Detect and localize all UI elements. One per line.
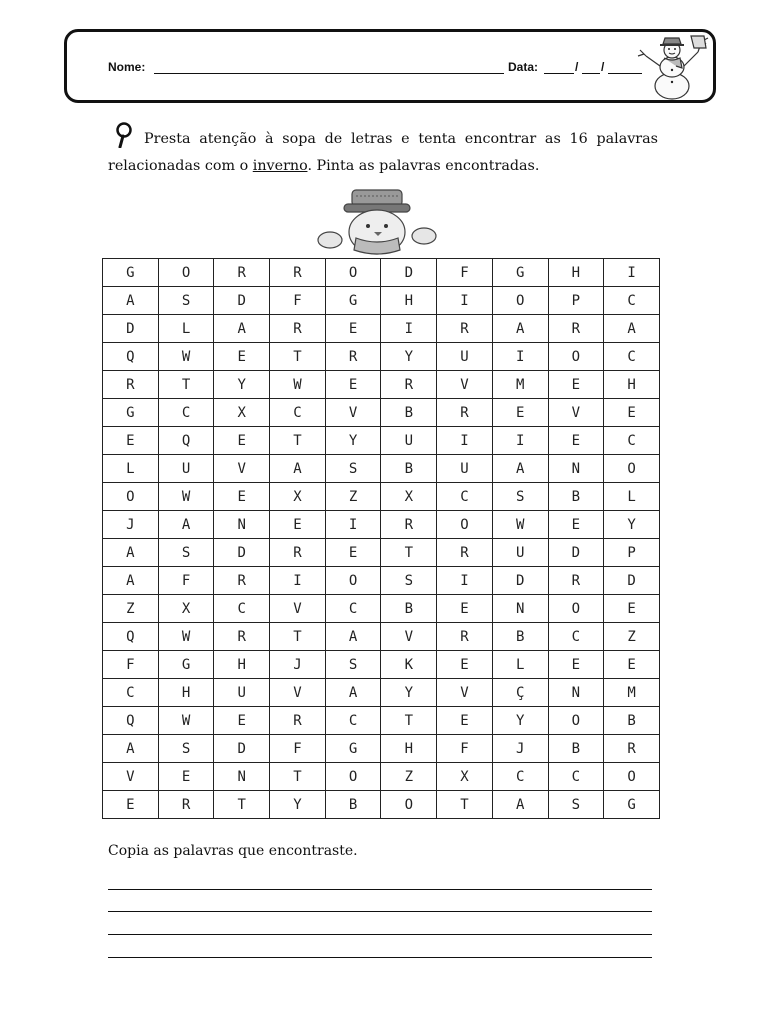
grid-cell[interactable]: Q [103, 623, 159, 651]
grid-cell[interactable]: V [548, 399, 604, 427]
grid-cell[interactable]: Ç [492, 679, 548, 707]
grid-cell[interactable]: A [492, 455, 548, 483]
grid-cell[interactable]: F [103, 651, 159, 679]
grid-cell[interactable]: R [270, 707, 326, 735]
grid-cell[interactable]: T [158, 371, 214, 399]
grid-cell[interactable]: D [492, 567, 548, 595]
grid-cell[interactable]: J [103, 511, 159, 539]
grid-row [103, 399, 660, 427]
grid-cell[interactable]: L [492, 651, 548, 679]
grid-cell[interactable]: X [270, 483, 326, 511]
grid-cell[interactable]: M [604, 679, 660, 707]
grid-cell[interactable]: D [548, 539, 604, 567]
grid-cell[interactable]: C [604, 287, 660, 315]
snowman-corner-illustration [636, 34, 714, 102]
grid-cell[interactable]: G [604, 791, 660, 819]
grid-cell[interactable]: R [214, 567, 270, 595]
grid-cell[interactable]: E [437, 595, 493, 623]
grid-cell[interactable]: T [270, 343, 326, 371]
grid-cell[interactable]: I [604, 259, 660, 287]
grid-cell[interactable]: R [548, 567, 604, 595]
grid-cell[interactable]: B [381, 399, 437, 427]
grid-cell[interactable]: D [214, 539, 270, 567]
grid-cell[interactable]: Y [214, 371, 270, 399]
name-field[interactable] [154, 73, 504, 74]
grid-cell[interactable]: A [214, 315, 270, 343]
grid-cell[interactable]: A [103, 287, 159, 315]
grid-cell[interactable]: E [103, 427, 159, 455]
grid-cell[interactable]: H [548, 259, 604, 287]
grid-cell[interactable]: F [158, 567, 214, 595]
grid-cell[interactable]: P [548, 287, 604, 315]
grid-cell[interactable]: T [214, 791, 270, 819]
grid-cell[interactable]: T [381, 707, 437, 735]
grid-cell[interactable]: U [492, 539, 548, 567]
answer-line[interactable] [108, 911, 652, 912]
grid-cell[interactable]: S [381, 567, 437, 595]
grid-cell[interactable]: A [492, 315, 548, 343]
grid-cell[interactable]: U [381, 427, 437, 455]
grid-row [103, 427, 660, 455]
grid-cell[interactable]: E [325, 315, 381, 343]
grid-cell[interactable]: Y [381, 679, 437, 707]
answer-line[interactable] [108, 934, 652, 935]
grid-cell[interactable]: E [604, 651, 660, 679]
word-search-grid [102, 258, 660, 819]
grid-cell[interactable]: E [604, 399, 660, 427]
header-box [64, 29, 716, 103]
grid-cell[interactable]: U [214, 679, 270, 707]
grid-cell[interactable]: E [548, 427, 604, 455]
grid-cell[interactable]: D [604, 567, 660, 595]
grid-row [103, 343, 660, 371]
grid-cell[interactable]: D [214, 735, 270, 763]
grid-cell[interactable]: Y [270, 791, 326, 819]
grid-row [103, 567, 660, 595]
grid-cell[interactable]: C [325, 707, 381, 735]
grid-cell[interactable]: F [437, 259, 493, 287]
grid-cell[interactable]: E [437, 651, 493, 679]
grid-cell[interactable]: L [158, 315, 214, 343]
grid-cell[interactable]: O [604, 455, 660, 483]
grid-cell[interactable]: Z [103, 595, 159, 623]
grid-cell[interactable]: R [325, 343, 381, 371]
grid-cell[interactable]: S [492, 483, 548, 511]
grid-cell[interactable]: D [214, 287, 270, 315]
grid-cell[interactable]: T [270, 763, 326, 791]
grid-cell[interactable]: J [492, 735, 548, 763]
grid-cell[interactable]: C [548, 623, 604, 651]
grid-cell[interactable]: X [158, 595, 214, 623]
grid-row [103, 539, 660, 567]
grid-cell[interactable]: Z [604, 623, 660, 651]
grid-row [103, 315, 660, 343]
grid-cell[interactable]: A [270, 455, 326, 483]
grid-cell[interactable]: R [158, 791, 214, 819]
grid-cell[interactable]: H [381, 735, 437, 763]
grid-cell[interactable]: U [437, 343, 493, 371]
grid-row [103, 763, 660, 791]
grid-cell[interactable]: C [103, 679, 159, 707]
grid-cell[interactable]: V [381, 623, 437, 651]
grid-cell[interactable]: E [492, 399, 548, 427]
grid-cell[interactable]: K [381, 651, 437, 679]
grid-cell[interactable]: C [604, 343, 660, 371]
grid-cell[interactable]: S [325, 455, 381, 483]
date-month-field[interactable] [582, 73, 600, 74]
grid-cell[interactable]: E [103, 791, 159, 819]
grid-cell[interactable]: B [604, 707, 660, 735]
copy-words-label: Copia as palavras que encontraste. [108, 843, 358, 859]
grid-cell[interactable]: B [548, 735, 604, 763]
date-separator: / [601, 60, 605, 74]
grid-cell[interactable]: R [548, 315, 604, 343]
answer-line[interactable] [108, 957, 652, 958]
grid-cell[interactable]: C [325, 595, 381, 623]
grid-cell[interactable]: O [325, 259, 381, 287]
grid-cell[interactable]: E [604, 595, 660, 623]
grid-cell[interactable]: V [437, 679, 493, 707]
grid-cell[interactable]: C [492, 763, 548, 791]
grid-cell[interactable]: R [214, 623, 270, 651]
grid-cell[interactable]: B [381, 455, 437, 483]
grid-cell[interactable]: C [270, 399, 326, 427]
grid-cell[interactable]: V [270, 595, 326, 623]
grid-cell[interactable]: R [437, 315, 493, 343]
grid-cell[interactable]: N [214, 763, 270, 791]
grid-cell[interactable]: O [381, 791, 437, 819]
grid-cell[interactable]: O [548, 707, 604, 735]
grid-cell[interactable]: I [270, 567, 326, 595]
grid-cell[interactable]: I [492, 343, 548, 371]
grid-cell[interactable]: E [214, 707, 270, 735]
grid-cell[interactable]: O [604, 763, 660, 791]
grid-cell[interactable]: E [214, 427, 270, 455]
grid-row [103, 707, 660, 735]
grid-cell[interactable]: L [604, 483, 660, 511]
grid-cell[interactable]: S [158, 539, 214, 567]
grid-row [103, 511, 660, 539]
grid-cell[interactable]: F [270, 287, 326, 315]
grid-cell[interactable]: O [437, 511, 493, 539]
underlined-word: inverno [252, 158, 308, 174]
grid-cell[interactable]: I [325, 511, 381, 539]
grid-cell[interactable]: N [548, 679, 604, 707]
grid-cell[interactable]: B [325, 791, 381, 819]
grid-cell[interactable]: I [492, 427, 548, 455]
grid-cell[interactable]: E [158, 763, 214, 791]
grid-row [103, 483, 660, 511]
grid-cell[interactable]: A [325, 679, 381, 707]
snowman-center-illustration [316, 188, 440, 258]
grid-cell[interactable]: H [381, 287, 437, 315]
grid-row [103, 623, 660, 651]
grid-cell[interactable]: Y [325, 427, 381, 455]
grid-cell[interactable]: G [325, 735, 381, 763]
grid-cell[interactable]: I [437, 427, 493, 455]
grid-cell[interactable]: R [381, 371, 437, 399]
grid-cell[interactable]: V [437, 371, 493, 399]
grid-cell[interactable]: R [437, 399, 493, 427]
grid-cell[interactable]: A [325, 623, 381, 651]
grid-cell[interactable]: T [270, 623, 326, 651]
grid-cell[interactable]: X [381, 483, 437, 511]
grid-cell[interactable]: C [548, 763, 604, 791]
grid-cell[interactable]: Q [103, 707, 159, 735]
grid-cell[interactable]: Z [381, 763, 437, 791]
grid-cell[interactable]: T [270, 427, 326, 455]
grid-cell[interactable]: A [158, 511, 214, 539]
grid-cell[interactable]: V [325, 399, 381, 427]
grid-cell[interactable]: E [214, 483, 270, 511]
grid-cell[interactable]: P [604, 539, 660, 567]
grid-cell[interactable]: O [548, 343, 604, 371]
grid-cell[interactable]: F [437, 735, 493, 763]
date-day-field[interactable] [544, 73, 574, 74]
grid-cell[interactable]: O [548, 595, 604, 623]
grid-cell[interactable]: U [158, 455, 214, 483]
grid-cell[interactable]: N [214, 511, 270, 539]
grid-cell[interactable]: C [437, 483, 493, 511]
grid-cell[interactable]: E [325, 539, 381, 567]
grid-cell[interactable]: D [381, 259, 437, 287]
grid-cell[interactable]: Y [381, 343, 437, 371]
grid-row [103, 455, 660, 483]
grid-cell[interactable]: T [437, 791, 493, 819]
grid-cell[interactable]: R [270, 315, 326, 343]
grid-cell[interactable]: B [548, 483, 604, 511]
grid-cell[interactable]: X [214, 399, 270, 427]
grid-cell[interactable]: E [548, 651, 604, 679]
grid-cell[interactable]: N [548, 455, 604, 483]
grid-cell[interactable]: D [103, 315, 159, 343]
grid-cell[interactable]: W [158, 343, 214, 371]
grid-cell[interactable]: N [492, 595, 548, 623]
grid-cell[interactable]: A [604, 315, 660, 343]
grid-cell[interactable]: Y [492, 707, 548, 735]
grid-row [103, 259, 660, 287]
grid-cell[interactable]: Z [325, 483, 381, 511]
grid-cell[interactable]: C [604, 427, 660, 455]
name-label: Nome: [108, 60, 146, 74]
grid-cell[interactable]: F [270, 735, 326, 763]
grid-cell[interactable]: O [325, 567, 381, 595]
grid-row [103, 791, 660, 819]
grid-cell[interactable]: G [492, 259, 548, 287]
grid-cell[interactable]: O [492, 287, 548, 315]
grid-cell[interactable]: H [158, 679, 214, 707]
grid-row [103, 735, 660, 763]
grid-cell[interactable]: S [325, 651, 381, 679]
grid-row [103, 371, 660, 399]
grid-cell[interactable]: C [214, 595, 270, 623]
grid-cell[interactable]: V [214, 455, 270, 483]
grid-cell[interactable]: I [437, 567, 493, 595]
grid-cell[interactable]: Q [103, 343, 159, 371]
grid-cell[interactable]: A [492, 791, 548, 819]
grid-cell[interactable]: W [270, 371, 326, 399]
grid-cell[interactable]: R [270, 539, 326, 567]
date-separator: / [575, 60, 579, 74]
grid-cell[interactable]: J [270, 651, 326, 679]
grid-cell[interactable]: E [325, 371, 381, 399]
grid-cell[interactable]: H [214, 651, 270, 679]
date-label: Data: [508, 60, 539, 74]
grid-cell[interactable]: E [214, 343, 270, 371]
grid-cell[interactable]: E [270, 511, 326, 539]
grid-row [103, 679, 660, 707]
grid-cell[interactable]: O [158, 259, 214, 287]
grid-cell[interactable]: S [158, 735, 214, 763]
grid-cell[interactable]: L [103, 455, 159, 483]
grid-cell[interactable]: A [103, 567, 159, 595]
grid-cell[interactable]: R [270, 259, 326, 287]
grid-cell[interactable]: Q [158, 427, 214, 455]
grid-cell[interactable]: U [437, 455, 493, 483]
grid-cell[interactable]: R [437, 623, 493, 651]
instructions-text: Presta atenção à sopa de letras e tenta encontrar as 16 palavras relacionadas com o inverno. Pinta as palavras encontradas. [108, 131, 658, 174]
grid-cell[interactable]: V [103, 763, 159, 791]
grid-cell[interactable]: R [381, 511, 437, 539]
grid-cell[interactable]: G [103, 259, 159, 287]
grid-cell[interactable]: G [158, 651, 214, 679]
grid-cell[interactable]: E [437, 707, 493, 735]
grid-cell[interactable]: W [492, 511, 548, 539]
grid-cell[interactable]: V [270, 679, 326, 707]
grid-cell[interactable]: T [381, 539, 437, 567]
grid-cell[interactable]: R [214, 259, 270, 287]
grid-cell[interactable]: H [604, 371, 660, 399]
grid-cell[interactable]: E [548, 511, 604, 539]
answer-line[interactable] [108, 889, 652, 890]
grid-row [103, 287, 660, 315]
grid-row [103, 651, 660, 679]
grid-cell[interactable]: I [437, 287, 493, 315]
grid-cell[interactable]: B [492, 623, 548, 651]
grid-cell[interactable]: W [158, 707, 214, 735]
grid-cell[interactable]: I [381, 315, 437, 343]
grid-cell[interactable]: W [158, 483, 214, 511]
grid-cell[interactable]: C [158, 399, 214, 427]
grid-cell[interactable]: W [158, 623, 214, 651]
grid-cell[interactable]: O [325, 763, 381, 791]
grid-cell[interactable]: S [548, 791, 604, 819]
grid-cell[interactable]: G [325, 287, 381, 315]
grid-cell[interactable]: R [437, 539, 493, 567]
grid-cell[interactable]: R [604, 735, 660, 763]
grid-cell[interactable]: B [381, 595, 437, 623]
grid-cell[interactable]: S [158, 287, 214, 315]
grid-cell[interactable]: E [548, 371, 604, 399]
grid-row [103, 595, 660, 623]
grid-cell[interactable]: X [437, 763, 493, 791]
grid-cell[interactable]: Y [604, 511, 660, 539]
grid-cell[interactable]: A [103, 735, 159, 763]
grid-cell[interactable]: G [103, 399, 159, 427]
grid-cell[interactable]: R [103, 371, 159, 399]
grid-cell[interactable]: O [103, 483, 159, 511]
grid-cell[interactable]: A [103, 539, 159, 567]
grid-cell[interactable]: M [492, 371, 548, 399]
